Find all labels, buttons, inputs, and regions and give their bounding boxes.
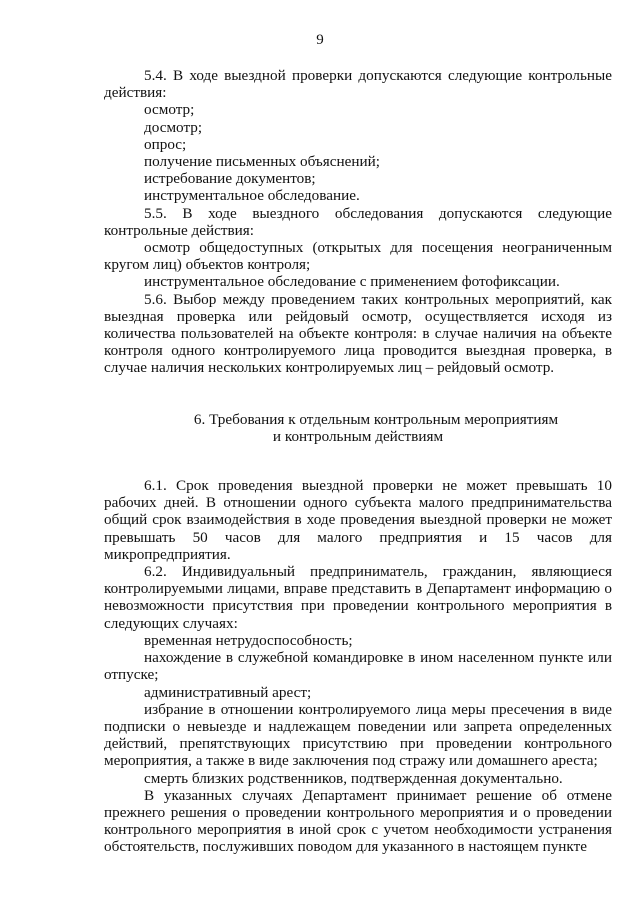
list-item: осмотр; [144, 101, 195, 119]
list-item: избрание в отношении контролируемого лица меры пресечения в виде подписки о невыезде и надлежащем поведении или запрета определенных действий, препятствующих присутствию при проведении контрольного мероприятия, а также в виде заключения под стражу или домашнего ареста; [104, 700, 612, 770]
list-item: инструментальное обследование с применением фотофиксации. [144, 273, 560, 291]
list-item: опрос; [144, 135, 187, 153]
list-item: досмотр; [144, 118, 203, 136]
section-6-heading-line-1: 6. Требования к отдельным контрольным мероприятиям [193, 410, 559, 428]
section-6-heading-line-2: и контрольным действиям [272, 427, 444, 445]
list-item: осмотр общедоступных (открытых для посещения неограниченным кругом лиц) объектов контроля; [104, 239, 612, 274]
list-item: инструментальное обследование. [144, 187, 360, 205]
list-item: временная нетрудоспособность; [144, 631, 353, 649]
list-item: смерть близких родственников, подтвержденная документально. [144, 769, 563, 787]
paragraph-5-4-intro: 5.4. В ходе выездной проверки допускаются следующие контрольные действия: [104, 67, 612, 102]
list-item: административный арест; [144, 683, 312, 701]
paragraph-6-2-final: В указанных случаях Департамент принимает решение об отмене прежнего решения о проведении контрольного мероприятия и о проведении контрольного мероприятия в иной срок с учетом необходимости устранения обстоятельств, послуживших поводом для указанного в настоящем пункте [104, 786, 612, 856]
paragraph-6-1: 6.1. Срок проведения выездной проверки не может превышать 10 рабочих дней. В отношении одного субъекта малого предпринимательства общий срок взаимодействия в ходе проведения выездной проверки не может превышать 50 часов для малого предприятия и 15 часов для микропредприятия. [104, 477, 612, 563]
section-6-heading [104, 411, 612, 445]
list-item: истребование документов; [144, 170, 316, 188]
page-number: 9 [316, 32, 324, 48]
paragraph-6-2-intro: 6.2. Индивидуальный предприниматель, гражданин, являющиеся контролируемыми лицами, вправе представить в Департамент информацию о невозможности присутствия при проведении контрольного мероприятия в следующих случаях: [104, 563, 612, 632]
list-item: получение письменных объяснений; [144, 153, 380, 171]
document-body [104, 67, 612, 856]
paragraph-5-6: 5.6. Выбор между проведением таких контрольных мероприятий, как выездная проверка или рейдовый осмотр, осуществляется исходя из количества пользователей на объекте контроля: в случае наличия на объекте контроля одного контролируемого лица проводится выездная проверка, в случае наличия нескольких контролируемых лиц – рейдовый осмотр. [104, 290, 612, 377]
list-item: нахождение в служебной командировке в ином населенном пункте или отпуске; [104, 649, 612, 684]
paragraph-5-5-intro: 5.5. В ходе выездного обследования допускаются следующие контрольные действия: [104, 204, 612, 239]
